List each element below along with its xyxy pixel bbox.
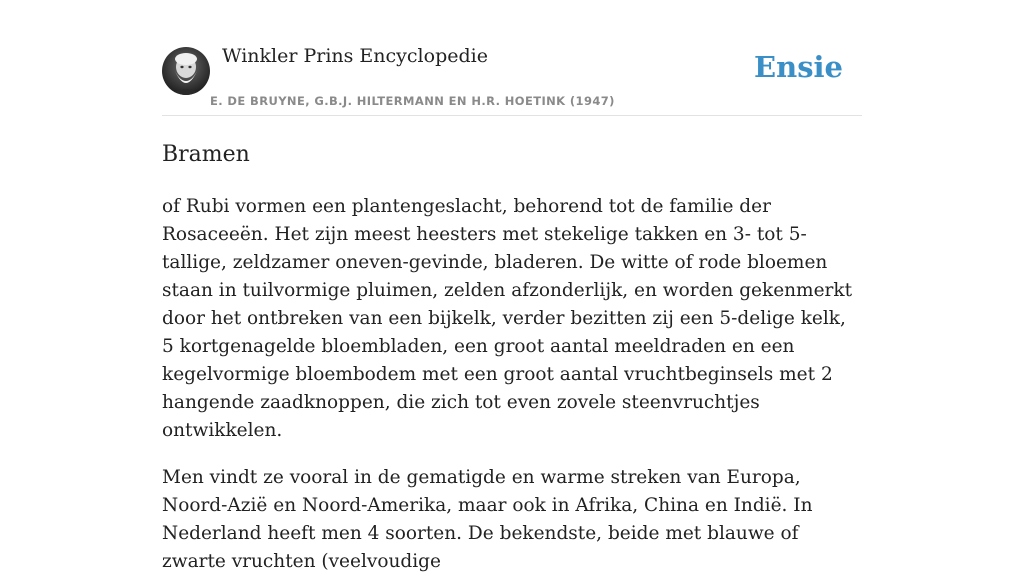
page <box>162 0 862 576</box>
article-paragraph: of Rubi vormen een plantengeslacht, behorend tot de familie der Rosaceeën. Het zijn meest heesters met stekelige takken en 3- tot 5-tallige, zeldzamer oneven-gevinde, bladeren. De witte of rode bloemen staan in tuilvormige pluimen, zelden afzonderlijk, en worden gekenmerkt door het ontbreken van een bijkelk, verder bezitten zij een 5-delige kelk, 5 kortgenagelde bloembladen, een groot aantal meeldraden en een kegelvormige bloembodem met een groot aantal vruchtbeginsels met 2 hangende zaadknoppen, die zich tot even zovele steenvruchtjes ontwikkelen. <box>162 196 853 441</box>
article-paragraph: Men vindt ze vooral in de gematigde en warme streken van Europa, Noord-Azië en Noord-Amerika, maar ook in Afrika, China en Indië. In Nederland heeft men 4 soorten. De bekendste, beide met blauwe of zwarte vruchten (veelvoudige <box>162 467 813 572</box>
author-avatar[interactable] <box>162 47 210 95</box>
article-title: Bramen <box>162 142 250 167</box>
source-authors: E. DE BRUYNE, G.B.J. HILTERMANN EN H.R. HOETINK (1947) <box>210 94 615 108</box>
source-header <box>162 0 862 116</box>
ensie-logo-link[interactable]: Ensie <box>754 50 843 84</box>
source-title[interactable]: Winkler Prins Encyclopedie <box>222 45 488 67</box>
portrait-icon <box>162 47 210 95</box>
